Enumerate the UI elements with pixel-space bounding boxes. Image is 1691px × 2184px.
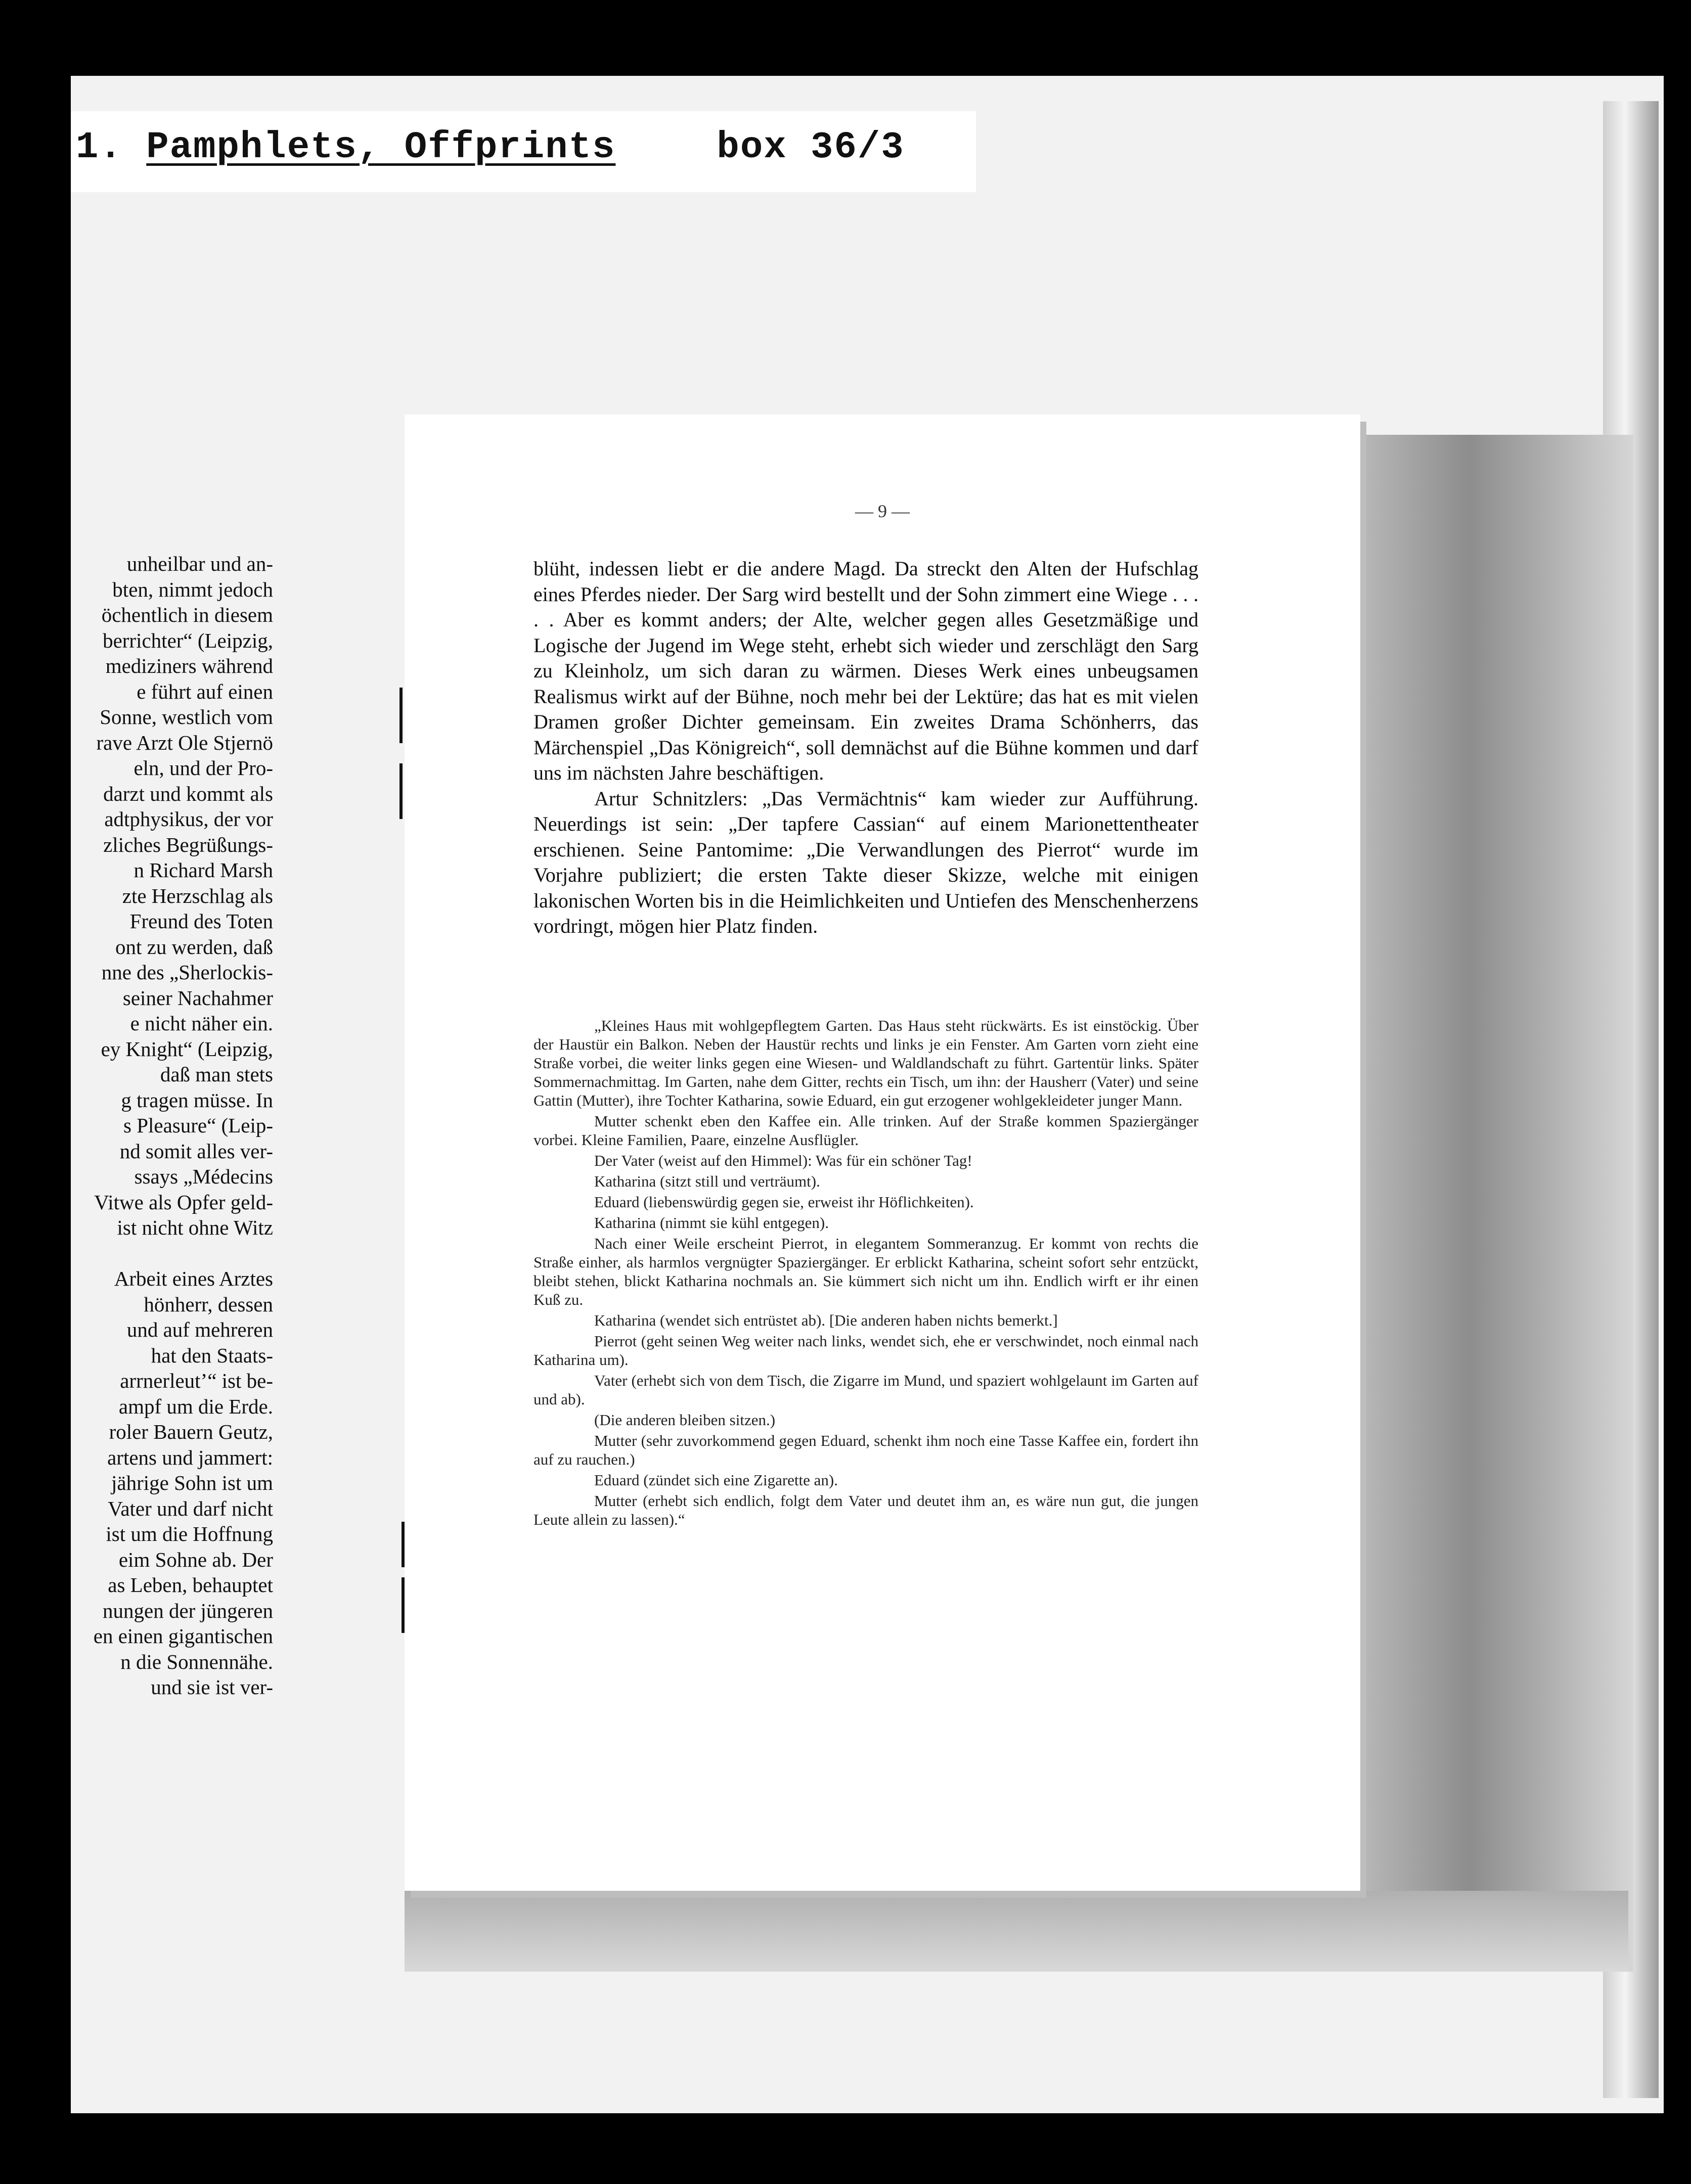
quote-paragraph: Mutter (erhebt sich endlich, folgt dem Vater und deutet ihm an, es wäre nun gut, die jungen Leute allein zu lassen).“ xyxy=(533,1492,1198,1528)
paragraph-2: Artur Schnitzlers: „Das Vermächtnis“ kam wieder zur Aufführung. Neuerdings ist sein: „Der tapfere Cassian“ auf einem Marionettentheater erschienen. Seine Pantomime: „Die Verwandlungen des Pierrot“ wurde im Vorjahre publiziert; die ersten Takte dieser Skizze, welche mit einigen lakonischen Worten bis in die Heimlichkeiten und Untiefen des Menschenherzens vordringt, mögen hier Platz finden. xyxy=(533,787,1198,937)
margin-mark xyxy=(402,1522,405,1567)
margin-mark xyxy=(402,1577,405,1633)
left-fragment-line xyxy=(71,1241,273,1266)
left-fragment-line: nne des „Sherlockis- xyxy=(101,961,273,984)
page-shadow xyxy=(1360,435,1633,1972)
quote-paragraph: Vater (erhebt sich von dem Tisch, die Zigarre im Mund, und spaziert wohlgelaunt im Garten auf und ab). xyxy=(533,1372,1198,1408)
left-fragment-line: Sonne, westlich vom xyxy=(100,705,273,729)
left-fragment-line: berrichter“ (Leipzig, xyxy=(103,628,273,652)
quote-paragraph: (Die anderen bleiben sitzen.) xyxy=(594,1411,776,1429)
left-page-fragment xyxy=(71,551,273,1700)
left-fragment-line: n Richard Marsh xyxy=(134,858,273,882)
quoted-pantomime xyxy=(533,1016,1198,1531)
left-fragment-line: bten, nimmt jedoch xyxy=(112,577,273,601)
quote-paragraph: Eduard (liebenswürdig gegen sie, erweist ihr Höflichkeiten). xyxy=(594,1193,974,1211)
left-fragment-line: Vitwe als Opfer geld- xyxy=(94,1190,273,1214)
left-fragment-line: und auf mehreren xyxy=(126,1318,273,1341)
label-box: box 36/3 xyxy=(717,126,905,169)
left-fragment-line: arrnerleut’“ ist be- xyxy=(120,1369,273,1392)
quote-paragraph: Nach einer Weile erscheint Pierrot, in elegantem Sommeranzug. Er kommt von rechts die Straße einher, als harmlos vergnügter Spaziergänger. Er erblickt Katharina, scheint sofort sehr entzückt, bleibt stehen, blickt Katharina nochmals an. Sie kümmert sich nicht um ihn. Endlich wirft er ihr einen Kuß zu. xyxy=(533,1235,1198,1308)
left-fragment-line: adtphysikus, der vor xyxy=(104,807,273,831)
left-fragment-line: roler Bauern Geutz, xyxy=(109,1420,273,1443)
left-fragment-line: zte Herzschlag als xyxy=(122,884,273,907)
left-fragment-line: ont zu werden, daß xyxy=(115,935,273,959)
quote-paragraph: Mutter schenkt eben den Kaffee ein. Alle trinken. Auf der Straße kommen Spaziergänger vorbei. Kleine Familien, Paare, einzelne Ausflügler. xyxy=(533,1112,1198,1149)
quote-paragraph: Katharina (wendet sich entrüstet ab). [Die anderen haben nichts bemerkt.] xyxy=(594,1311,1058,1329)
left-fragment-line: und sie ist ver- xyxy=(151,1675,273,1699)
quote-paragraph: Pierrot (geht seinen Weg weiter nach links, wendet sich, ehe er verschwindet, noch einmal nach Katharina um). xyxy=(533,1332,1198,1369)
left-fragment-line: unheilbar und an- xyxy=(126,552,273,575)
left-fragment-line: nungen der jüngeren xyxy=(103,1599,273,1622)
left-fragment-line: e führt auf einen xyxy=(137,679,273,703)
quote-paragraph: Katharina (nimmt sie kühl entgegen). xyxy=(594,1214,829,1232)
left-fragment-line: eim Sohne ab. Der xyxy=(118,1548,273,1571)
margin-mark xyxy=(399,763,403,819)
left-fragment-line: Freund des Toten xyxy=(129,909,273,933)
left-fragment-line: jährige Sohn ist um xyxy=(111,1471,273,1494)
quote-paragraph: Mutter (sehr zuvorkommend gegen Eduard, schenkt ihm noch eine Tasse Kaffee ein, fordert ihn auf zu rauchen.) xyxy=(533,1432,1198,1468)
left-fragment-line: nd somit alles ver- xyxy=(119,1139,273,1163)
left-fragment-line: hat den Staats- xyxy=(151,1343,273,1367)
left-fragment-line: eln, und der Pro- xyxy=(134,756,273,780)
left-fragment-line: s Pleasure“ (Leip- xyxy=(123,1114,273,1137)
left-fragment-line: e nicht näher ein. xyxy=(130,1012,273,1035)
left-fragment-line: rave Arzt Ole Stjernö xyxy=(96,731,273,754)
left-fragment-line: Arbeit eines Arztes xyxy=(114,1267,273,1290)
left-fragment-line: darzt und kommt als xyxy=(103,782,273,805)
quote-paragraph: Der Vater (weist auf den Himmel): Was für ein schöner Tag! xyxy=(594,1152,972,1169)
left-fragment-line: artens und jammert: xyxy=(107,1445,273,1469)
label-title: Pamphlets, Offprints xyxy=(146,126,616,169)
left-fragment-line: ist nicht ohne Witz xyxy=(117,1216,273,1239)
margin-mark xyxy=(399,688,403,743)
page-number: — 9 — xyxy=(855,501,910,521)
left-fragment-line: zliches Begrüßungs- xyxy=(103,833,273,856)
left-fragment-line: ey Knight“ (Leipzig, xyxy=(101,1037,273,1061)
quote-paragraph: „Kleines Haus mit wohlgepflegtem Garten. Das Haus steht rückwärts. Es ist einstöckig. Über der Haustür ein Balkon. Neben der Haustür rechts und links je ein Fenster. Am Garten vorn zieht eine Straße vorbei, die weiter links gegen eine Wiesen- und Waldlandschaft zu führt. Gartentür links. Später Sommernachmittag. Im Garten, nahe dem Gitter, rechts ein Tisch, um ihn: der Hausherr (Vater) und seine Gattin (Mutter), ihre Tochter Katharina, sowie Eduard, ein gut erzogener wohlgekleideter junger Mann. xyxy=(533,1017,1198,1109)
left-fragment-line: en einen gigantischen xyxy=(93,1624,273,1648)
body-text xyxy=(533,556,1198,939)
clipping-page xyxy=(405,415,1360,1891)
left-fragment-line: hönherr, dessen xyxy=(144,1292,273,1316)
left-fragment-line: öchentlich in diesem xyxy=(101,603,273,626)
paragraph-1: blüht, indessen liebt er die andere Magd. Da streckt den Alten der Hufschlag eines Pferdes nieder. Der Sarg wird bestellt und der Sohn zimmert eine Wiege . . . . . Aber es kommt anders; der Alte, welcher gegen alles Gesetzmäßige und Logische der Jugend im Wege steht, erhebt sich wieder und zerschlägt den Sarg zu Kleinholz, um sich daran zu wärmen. Dieses Werk eines unbeugsamen Realismus wirkt auf der Bühne, noch mehr bei der Lektüre; das hat es mit vielen Dramen großer Dichter gemeinsam. Ein zweites Drama Schönherrs, das Märchenspiel „Das Königreich“, soll demnächst auf die Bühne kommen und darf uns im nächsten Jahre beschäftigen. xyxy=(533,557,1198,784)
left-fragment-line: n die Sonnennähe. xyxy=(120,1650,273,1673)
left-fragment-line: as Leben, behauptet xyxy=(108,1573,273,1597)
left-fragment-line: Vater und darf nicht xyxy=(108,1496,273,1520)
left-fragment-line: ist um die Hoffnung xyxy=(106,1522,273,1545)
archive-label xyxy=(76,126,905,169)
left-fragment-line: seiner Nachahmer xyxy=(122,986,273,1010)
left-fragment-line: mediziners während xyxy=(105,654,273,677)
label-number: 1. xyxy=(76,126,123,169)
page-bottom-shade xyxy=(405,1891,1628,1972)
left-fragment-line: ampf um die Erde. xyxy=(118,1394,273,1418)
quote-paragraph: Katharina (sitzt still und verträumt). xyxy=(594,1172,820,1190)
left-fragment-line: daß man stets xyxy=(160,1063,273,1086)
quote-paragraph: Eduard (zündet sich eine Zigarette an). xyxy=(594,1471,838,1489)
left-fragment-line: ssays „Médecins xyxy=(134,1165,273,1188)
left-fragment-line: g tragen müsse. In xyxy=(121,1088,273,1112)
